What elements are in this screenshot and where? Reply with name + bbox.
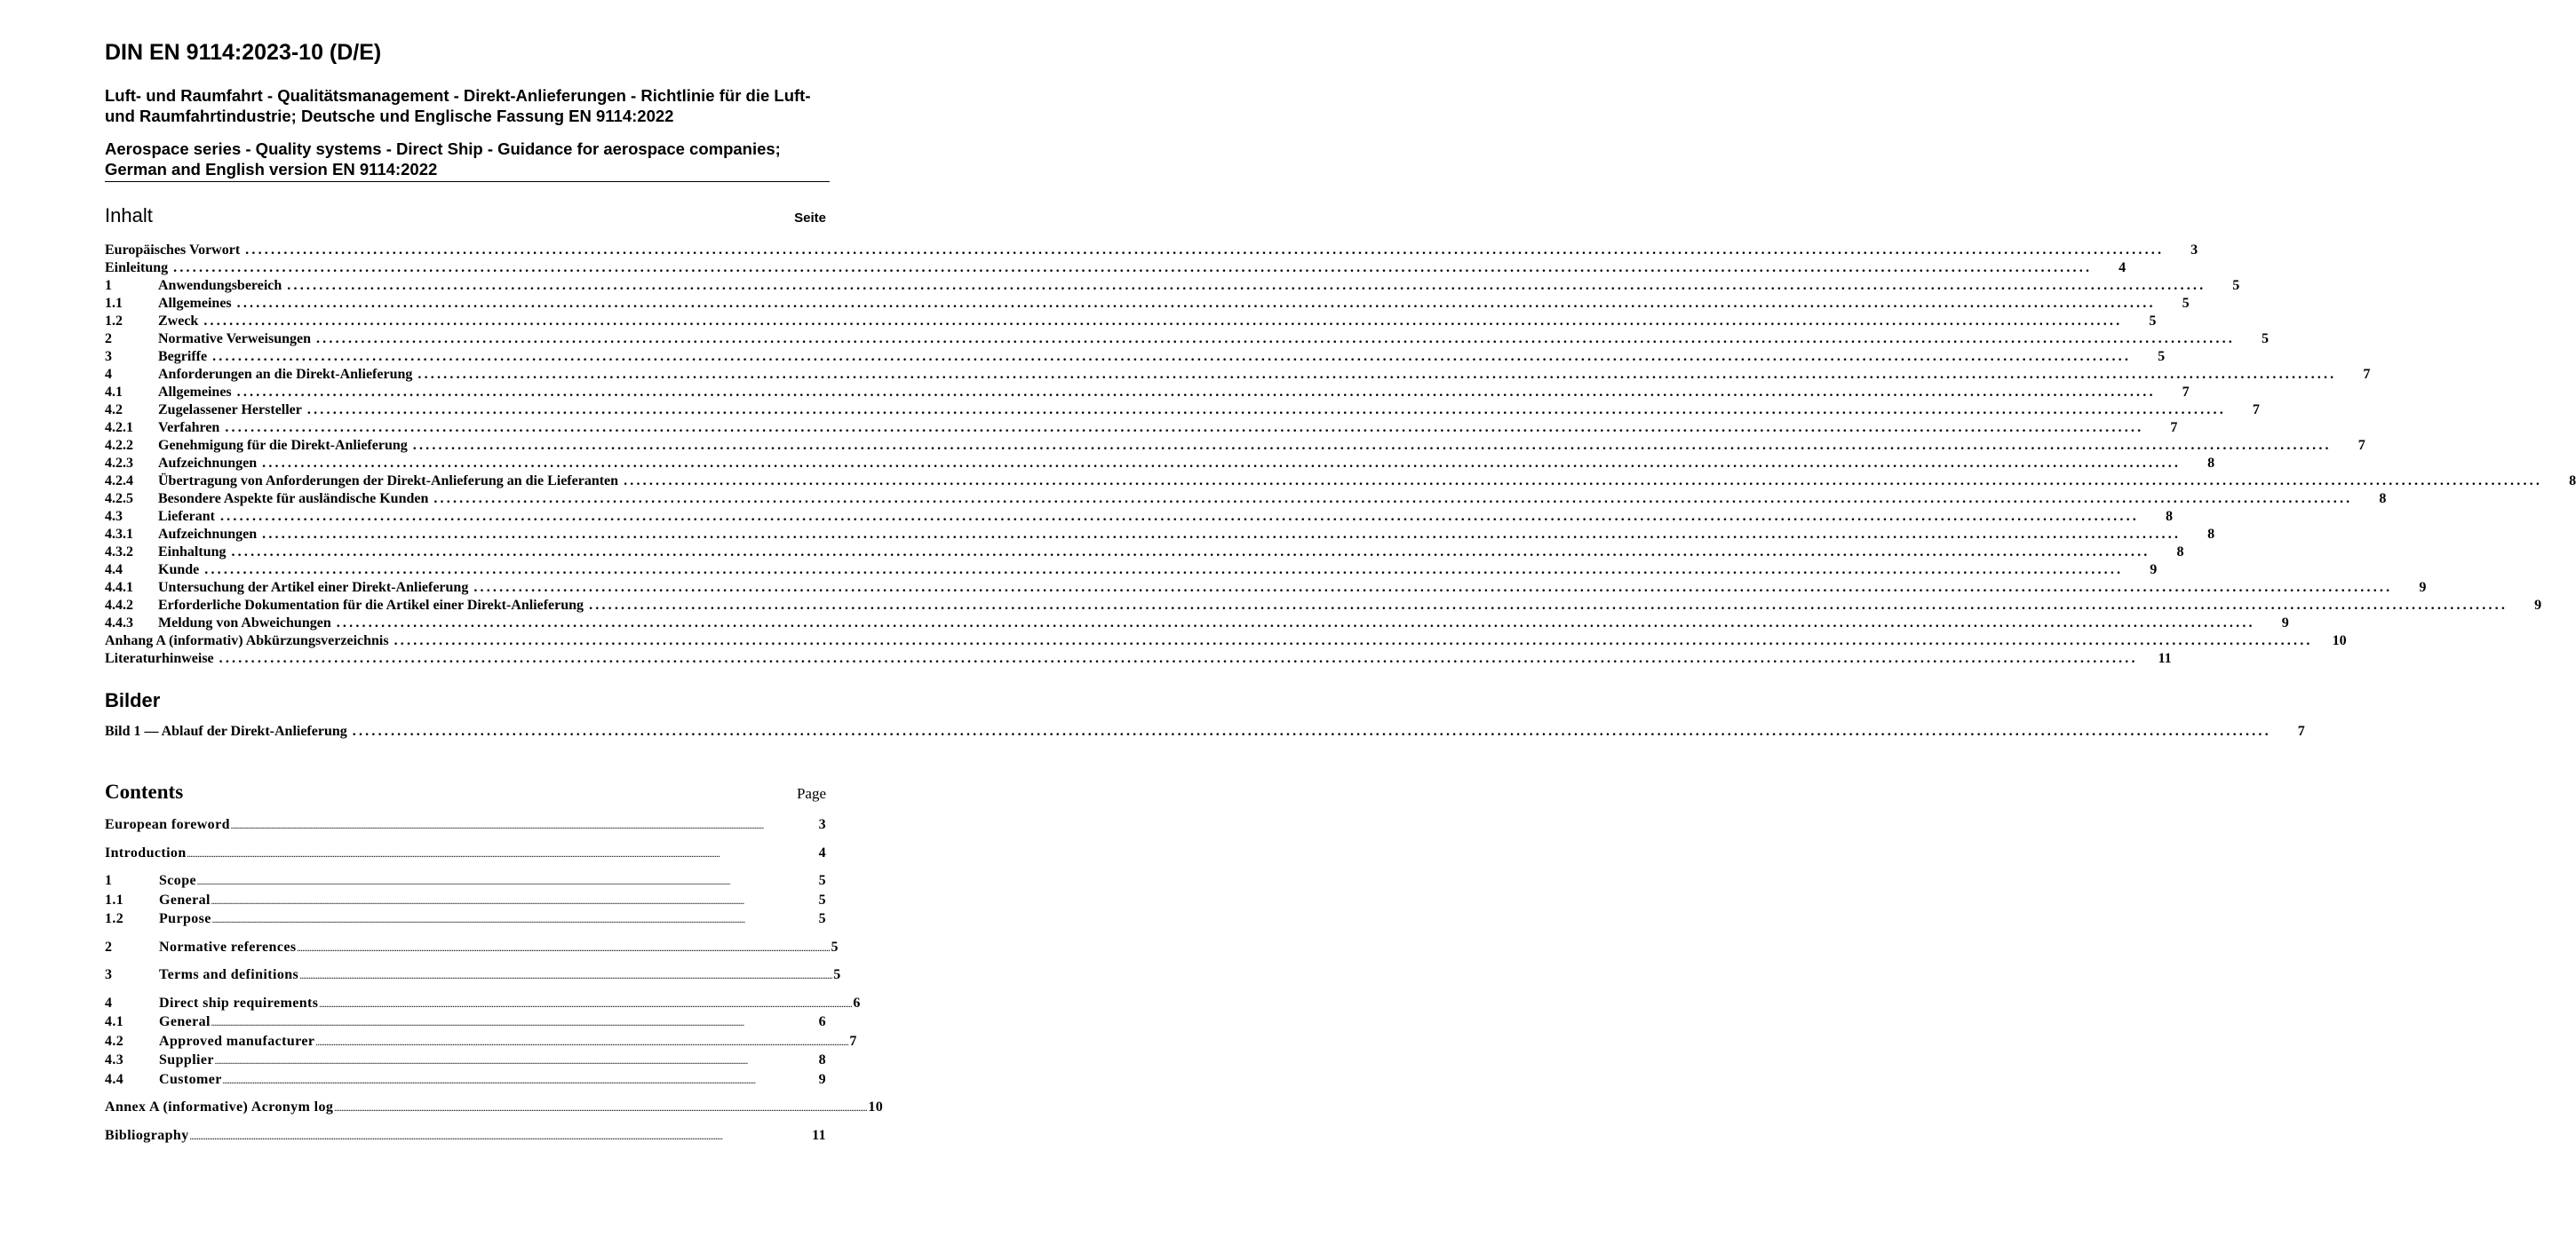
toc-entry-number: 4 xyxy=(105,995,113,1011)
toc-entry-page: 7 xyxy=(2170,420,2178,435)
toc-entry-page: 5 xyxy=(2158,349,2166,364)
dot-leader: ............................................................................................................................................................................................................................................................................................................ xyxy=(473,580,2393,595)
toc-entry[interactable] xyxy=(105,891,826,910)
toc-entry-label: Normative Verweisungen xyxy=(158,331,311,346)
toc-entry-page: 11 xyxy=(812,1127,826,1143)
bilder-title: Bilder xyxy=(105,689,161,711)
dot-leader: ............................................................................................................................................................................................................................................................................................................ xyxy=(315,1038,849,1047)
toc-entry-page: 8 xyxy=(818,1052,826,1067)
dot-leader: ............................................................................................................................................................................................................................................................................................................ xyxy=(433,491,2353,506)
toc-entry-label: Aufzeichnungen xyxy=(158,456,258,471)
toc-entry[interactable] xyxy=(105,366,2371,384)
toc-entry-label: Approved manufacturer xyxy=(159,1033,315,1049)
toc-entry[interactable] xyxy=(105,313,2157,330)
toc-entry[interactable] xyxy=(105,1070,826,1090)
contents-title: Contents xyxy=(105,781,184,803)
toc-entry[interactable] xyxy=(105,650,2172,668)
toc-entry[interactable] xyxy=(105,561,2158,579)
toc-entry-label: General xyxy=(159,1014,211,1029)
toc-entry[interactable] xyxy=(105,437,2365,455)
toc-entry[interactable] xyxy=(105,844,826,863)
dot-leader: ............................................................................................................................................................................................................................................................................................................ xyxy=(197,878,730,886)
bilder-header xyxy=(105,689,826,712)
toc-entry[interactable] xyxy=(105,871,826,891)
dot-leader: ............................................................................................................................................................................................................................................................................................................ xyxy=(299,972,833,980)
toc-entry[interactable] xyxy=(105,632,2347,650)
seite-label: Seite xyxy=(794,210,826,226)
dot-leader: ............................................................................................................................................................................................................................................................................................................ xyxy=(319,1000,853,1009)
dot-leader: ............................................................................................................................................................................................................................................................................................................ xyxy=(173,260,2093,275)
toc-entry-label: Scope xyxy=(159,873,196,888)
toc-entry-label: Einhaltung xyxy=(158,544,227,560)
toc-entry-page: 5 xyxy=(2149,313,2157,329)
toc-entry[interactable] xyxy=(105,909,826,929)
toc-entry-label: General xyxy=(159,892,211,908)
toc-entry-page: 4 xyxy=(818,845,826,861)
dot-leader: ............................................................................................................................................................................................................................................................................................................ xyxy=(306,402,2226,417)
toc-entry-label: Direct ship requirements xyxy=(159,995,319,1011)
toc-entry[interactable] xyxy=(105,1032,857,1052)
dot-leader: ............................................................................................................................................................................................................................................................................................................ xyxy=(624,473,2543,488)
dot-leader: ............................................................................................................................................................................................................................................................................................................ xyxy=(245,242,2165,258)
toc-entry-page: 3 xyxy=(818,817,826,832)
toc-entry-label: Lieferant xyxy=(158,509,215,524)
toc-entry-number: 4.3.1 xyxy=(105,527,133,542)
contents-list xyxy=(105,815,884,1145)
toc-entry-page: 10 xyxy=(868,1099,884,1115)
toc-entry-label: Meldung von Abweichungen xyxy=(158,615,331,631)
toc-entry-label: Bibliography xyxy=(105,1127,189,1143)
toc-entry-label: Anforderungen an die Direkt-Anlieferung xyxy=(158,367,413,382)
toc-entry-page: 5 xyxy=(2182,296,2190,311)
dot-leader: ............................................................................................................................................................................................................................................................................................................ xyxy=(589,598,2508,613)
dot-leader: ............................................................................................................................................................................................................................................................................................................ xyxy=(203,313,2123,329)
toc-entry-number: 2 xyxy=(105,331,112,346)
contents-header xyxy=(105,781,826,804)
document-header xyxy=(105,39,830,179)
dot-leader: ............................................................................................................................................................................................................................................................................................................ xyxy=(230,822,764,830)
toc-entry-page: 7 xyxy=(849,1033,857,1049)
toc-entry-label: Verfahren xyxy=(158,420,220,435)
toc-entry-number: 4.1 xyxy=(105,385,123,400)
toc-entry-number: 1.2 xyxy=(105,313,123,329)
toc-entry[interactable] xyxy=(105,295,2190,313)
toc-entry-label: Erforderliche Dokumentation für die Artikel einer Direkt-Anlieferung xyxy=(158,598,584,613)
toc-entry-number: 1.1 xyxy=(105,296,123,311)
toc-entry-number: 2 xyxy=(105,939,113,955)
toc-entry-label: Allgemeines xyxy=(158,385,232,400)
toc-entry-label: Besondere Aspekte für ausländische Kunden xyxy=(158,491,429,506)
toc-entry-number: 4.4.1 xyxy=(105,580,133,595)
page-label: Page xyxy=(796,785,826,802)
toc-entry-label: Zugelassener Hersteller xyxy=(158,402,302,417)
toc-entry-label: European foreword xyxy=(105,817,230,832)
document-title: DIN EN 9114:2023-10 (D/E) xyxy=(105,40,382,65)
dot-leader: ............................................................................................................................................................................................................................................................................................................ xyxy=(352,724,2271,739)
toc-entry-page: 9 xyxy=(2419,580,2427,595)
dot-leader: ............................................................................................................................................................................................................................................................................................................ xyxy=(315,331,2235,346)
toc-entry-number: 4.1 xyxy=(105,1014,124,1029)
toc-entry-page: 10 xyxy=(2332,633,2347,648)
toc-entry-number: 4.3 xyxy=(105,509,123,524)
bilder-list xyxy=(105,723,2305,741)
dot-leader: ............................................................................................................................................................................................................................................................................................................ xyxy=(394,633,2313,648)
dot-leader: ............................................................................................................................................................................................................................................................................................................ xyxy=(417,367,2337,382)
toc-entry-number: 4.4.2 xyxy=(105,598,133,613)
toc-entry-number: 4.2.5 xyxy=(105,491,133,506)
toc-entry-label: Bild 1 — Ablauf der Direkt-Anlieferung xyxy=(105,724,347,739)
toc-entry-label: Zweck xyxy=(158,313,199,329)
dot-leader: ............................................................................................................................................................................................................................................................................................................ xyxy=(214,1058,748,1066)
toc-entry-page: 5 xyxy=(833,967,841,982)
toc-entry[interactable] xyxy=(105,401,2260,419)
toc-entry-number: 4.3.2 xyxy=(105,544,133,560)
toc-entry[interactable] xyxy=(105,544,2184,561)
toc-entry-number: 4.2 xyxy=(105,1033,124,1049)
bilder-section xyxy=(105,689,2305,741)
toc-entry-number: 4.2.4 xyxy=(105,473,133,488)
inhalt-title: Inhalt xyxy=(105,204,153,226)
toc-entry-label: Normative references xyxy=(159,939,297,955)
toc-entry-label: Einleitung xyxy=(105,260,169,275)
toc-entry-page: 9 xyxy=(2534,598,2542,613)
toc-entry-number: 4.3 xyxy=(105,1052,124,1067)
toc-entry-page: 7 xyxy=(2363,367,2371,382)
inhalt-list xyxy=(105,242,2576,668)
dot-leader: ............................................................................................................................................................................................................................................................................................................ xyxy=(412,438,2332,453)
toc-entry-number: 1.2 xyxy=(105,911,124,926)
toc-entry[interactable] xyxy=(105,994,861,1013)
toc-entry-page: 5 xyxy=(2232,278,2240,293)
toc-entry[interactable] xyxy=(105,1126,826,1146)
toc-entry-page: 11 xyxy=(2158,651,2172,666)
dot-leader: ............................................................................................................................................................................................................................................................................................................ xyxy=(189,1132,723,1141)
toc-entry[interactable] xyxy=(105,579,2427,597)
toc-entry-page: 5 xyxy=(2261,331,2269,346)
inhalt-header xyxy=(105,204,826,227)
toc-entry-label: Aufzeichnungen xyxy=(158,527,258,542)
toc-entry-label: Anhang A (informativ) Abkürzungsverzeichnis xyxy=(105,633,389,648)
toc-entry-page: 7 xyxy=(2357,438,2365,453)
toc-entry[interactable] xyxy=(105,615,2289,632)
toc-entry-number: 4.4.3 xyxy=(105,615,133,631)
toc-entry-number: 4.4 xyxy=(105,562,123,577)
toc-entry[interactable] xyxy=(105,259,2127,277)
toc-entry-number: 4.2 xyxy=(105,402,123,417)
inhalt-section xyxy=(105,204,2576,668)
toc-entry-page: 5 xyxy=(818,873,826,888)
toc-entry-label: Europäisches Vorwort xyxy=(105,242,241,258)
toc-entry-page: 8 xyxy=(2176,544,2184,560)
toc-entry-number: 1 xyxy=(105,278,112,293)
dot-leader: ............................................................................................................................................................................................................................................................................................................ xyxy=(211,917,745,925)
dot-leader: ............................................................................................................................................................................................................................................................................................................ xyxy=(222,1076,756,1085)
toc-entry[interactable] xyxy=(105,508,2173,526)
toc-entry-page: 9 xyxy=(818,1071,826,1087)
toc-entry[interactable] xyxy=(105,348,2166,366)
dot-leader: ............................................................................................................................................................................................................................................................................................................ xyxy=(236,385,2156,400)
toc-entry-number: 3 xyxy=(105,967,113,982)
dot-leader: ............................................................................................................................................................................................................................................................................................................ xyxy=(225,420,2144,435)
toc-entry-number: 4.2.2 xyxy=(105,438,133,453)
toc-entry-label: Begriffe xyxy=(158,349,208,364)
dot-leader: ............................................................................................................................................................................................................................................................................................................ xyxy=(231,544,2151,560)
toc-entry-label: Terms and definitions xyxy=(159,967,299,982)
dot-leader: ............................................................................................................................................................................................................................................................................................................ xyxy=(262,456,2182,471)
dot-leader: ............................................................................................................................................................................................................................................................................................................ xyxy=(236,296,2156,311)
toc-entry-number: 4.2.1 xyxy=(105,420,133,435)
dot-leader: ............................................................................................................................................................................................................................................................................................................ xyxy=(262,527,2182,542)
toc-entry[interactable] xyxy=(105,490,2387,508)
toc-entry[interactable] xyxy=(105,277,2240,295)
dot-leader: ............................................................................................................................................................................................................................................................................................................ xyxy=(287,278,2206,293)
toc-entry-label: Literaturhinweise xyxy=(105,651,214,666)
toc-entry-label: Supplier xyxy=(159,1052,214,1067)
toc-entry-label: Kunde xyxy=(158,562,200,577)
toc-entry[interactable] xyxy=(105,455,2215,472)
toc-entry-page: 8 xyxy=(2165,509,2173,524)
toc-entry-page: 5 xyxy=(818,911,826,926)
toc-entry[interactable] xyxy=(105,419,2178,437)
contents-section xyxy=(105,781,884,1145)
toc-entry-page: 3 xyxy=(2190,242,2198,258)
toc-entry-page: 9 xyxy=(2150,562,2158,577)
toc-entry-number: 4.4 xyxy=(105,1071,124,1087)
toc-entry[interactable] xyxy=(105,242,2198,259)
toc-entry[interactable] xyxy=(105,1098,884,1117)
toc-entry[interactable] xyxy=(105,526,2215,544)
toc-entry-label: Untersuchung der Artikel einer Direkt-Anlieferung xyxy=(158,580,469,595)
subtitle-german: Luft- und Raumfahrt - Qualitätsmanagement - Direkt-Anlieferungen - Richtlinie für die Luft- und Raumfahrtindustrie; Deutsche und Englische Fassung EN 9114:2022 xyxy=(105,86,811,125)
toc-entry[interactable] xyxy=(105,597,2542,615)
dot-leader: ............................................................................................................................................................................................................................................................................................................ xyxy=(219,651,2138,666)
toc-entry-number: 4 xyxy=(105,367,112,382)
toc-entry-page: 4 xyxy=(2119,260,2127,275)
toc-entry-page: 5 xyxy=(831,939,839,955)
toc-entry-page: 5 xyxy=(818,892,826,908)
toc-entry-label: Allgemeines xyxy=(158,296,232,311)
toc-entry-label: Customer xyxy=(159,1071,222,1087)
dot-leader: ............................................................................................................................................................................................................................................................................................................ xyxy=(219,509,2139,524)
toc-entry-page: 8 xyxy=(2569,473,2576,488)
toc-entry-label: Übertragung von Anforderungen der Direkt-Anlieferung an die Lieferanten xyxy=(158,473,619,488)
toc-entry-label: Genehmigung für die Direkt-Anlieferung xyxy=(158,438,408,453)
dot-leader: ............................................................................................................................................................................................................................................................................................................ xyxy=(204,562,2124,577)
toc-entry-page: 6 xyxy=(853,995,861,1011)
toc-entry[interactable] xyxy=(105,384,2190,401)
toc-entry-number: 3 xyxy=(105,349,112,364)
dot-leader: ............................................................................................................................................................................................................................................................................................................ xyxy=(212,349,2132,364)
toc-entry-number: 1 xyxy=(105,873,113,888)
toc-entry-page: 6 xyxy=(818,1014,826,1029)
toc-entry-page: 7 xyxy=(2182,385,2190,400)
toc-entry-label: Annex A (informative) Acronym log xyxy=(105,1099,334,1115)
toc-entry-number: 4.2.3 xyxy=(105,456,133,471)
toc-entry-page: 8 xyxy=(2207,527,2215,542)
toc-entry-label: Introduction xyxy=(105,845,187,861)
toc-entry[interactable] xyxy=(105,723,2305,741)
toc-entry[interactable] xyxy=(105,965,841,985)
subtitle-english: Aerospace series - Quality systems - Direct Ship - Guidance for aerospace companies; German and English version EN 9114:2022 xyxy=(105,139,781,179)
dot-leader: ............................................................................................................................................................................................................................................................................................................ xyxy=(187,850,720,859)
toc-entry[interactable] xyxy=(105,938,839,957)
dot-leader: ............................................................................................................................................................................................................................................................................................................ xyxy=(336,615,2255,631)
toc-entry-page: 9 xyxy=(2281,615,2289,631)
toc-entry-label: Anwendungsbereich xyxy=(158,278,282,293)
toc-entry[interactable] xyxy=(105,1012,826,1032)
toc-entry[interactable] xyxy=(105,1051,826,1070)
toc-entry-number: 1.1 xyxy=(105,892,124,908)
toc-entry-page: 7 xyxy=(2297,724,2305,739)
toc-entry[interactable] xyxy=(105,815,826,835)
toc-entry-page: 8 xyxy=(2379,491,2387,506)
header-divider xyxy=(105,181,830,182)
dot-leader: ............................................................................................................................................................................................................................................................................................................ xyxy=(211,1020,744,1028)
toc-entry[interactable] xyxy=(105,472,2576,490)
toc-entry[interactable] xyxy=(105,330,2269,348)
dot-leader: ............................................................................................................................................................................................................................................................................................................ xyxy=(334,1105,868,1113)
toc-entry-label: Purpose xyxy=(159,911,211,926)
toc-entry-page: 7 xyxy=(2252,402,2260,417)
dot-leader: ............................................................................................................................................................................................................................................................................................................ xyxy=(297,944,831,953)
toc-entry-page: 8 xyxy=(2207,456,2215,471)
dot-leader: ............................................................................................................................................................................................................................................................................................................ xyxy=(211,897,744,906)
